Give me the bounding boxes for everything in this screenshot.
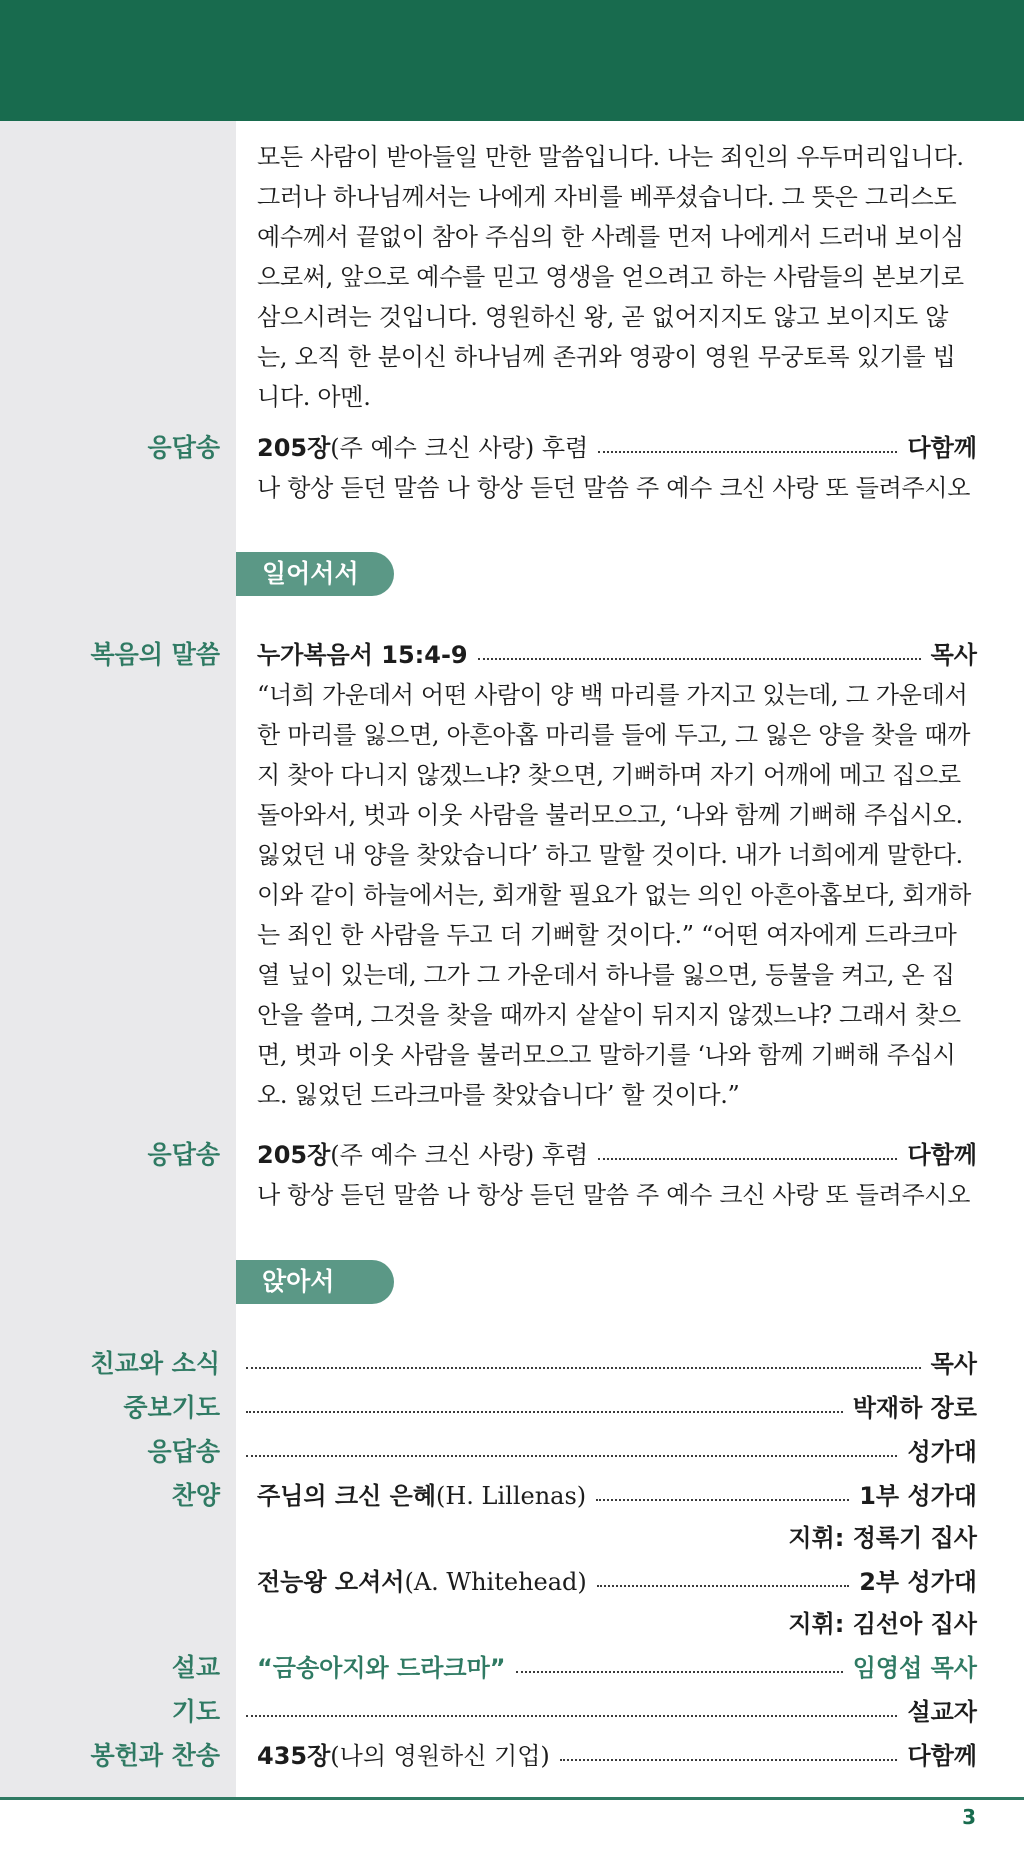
hymn-number: 435장 [257,1742,331,1770]
label-sidebar [0,121,236,1797]
dot-leader [598,1158,897,1160]
conductor: 지휘: 김선아 집사 [788,1610,977,1638]
fellowship-label: 친교와 소식 [90,1349,220,1378]
sermon-row [257,1648,977,1688]
conductor: 지휘: 정록기 집사 [788,1524,977,1552]
response-song-label: 응답송 [147,1437,220,1466]
dot-leader [246,1715,897,1717]
praise-song-row [257,1562,977,1602]
dot-leader [560,1759,898,1761]
dot-leader [246,1411,843,1413]
praise-song-row [257,1476,977,1516]
song-composer: (A. Whitehead) [404,1568,587,1596]
stand-up-marker: 일어서서 [236,552,394,596]
dot-leader [246,1455,897,1457]
offering-row [257,1736,977,1776]
gospel-label: 복음의 말씀 [90,640,220,669]
gospel-row [257,635,977,675]
leader: 박재하 장로 [852,1394,977,1422]
header-band [0,0,1024,121]
performer: 다함께 [907,1742,977,1770]
performer: 다함께 [907,434,977,462]
leader: 설교자 [907,1698,977,1726]
intercession-row [236,1388,977,1428]
response-song-row [257,428,977,468]
dot-leader [516,1671,843,1673]
response-song-label: 응답송 [147,433,220,462]
response-song-label: 응답송 [147,1140,220,1169]
hymn-detail: (주 예수 크신 사랑) 후렴 [330,434,589,462]
prayer-label: 기도 [171,1697,220,1726]
dot-leader [478,658,921,660]
footer-rule [0,1797,1024,1800]
sermon-label: 설교 [171,1653,220,1682]
sit-down-marker: 앉아서 [236,1260,394,1304]
dot-leader [597,1585,849,1587]
leader: 목사 [930,1350,977,1378]
performer: 2부 성가대 [859,1568,977,1596]
dot-leader [596,1499,849,1501]
hymn-detail: (나의 영원하신 기업) [330,1742,550,1770]
song-title: 주님의 크신 은혜 [257,1482,436,1510]
sermon-title: “금송아지와 드라크마” [257,1654,506,1682]
scripture-reference: 누가복음서 15:4-9 [257,641,468,669]
gospel-text: “너희 가운데서 어떤 사람이 양 백 마리를 가지고 있는데, 그 가운데서 한 마리를 잃으면, 아흔아홉 마리를 들에 두고, 그 잃은 양을 찾을 때까지 찾아 다니지 않겠느냐? 찾으면, 기뻐하며 자기 어깨에 메고 집으로 돌아와서, 벗과 이웃 사람을 불러모으고, ‘나와 함께 기뻐해 주십시오. 잃었던 내 양을 찾았습니다’ 하고 말할 것이다. 내가 너희에게 말한다. 이와 같이 하늘에서는, 회개할 필요가 없는 의인 아흔아홉보다, 회개하는 죄인 한 사람을 두고 더 기뻐할 것이다.” “어떤 여자에게 드라크마 열 닢이 있는데, 그가 그 가운데서 하나를 잃으면, 등불을 켜고, 온 집안을 쓸며, 그것을 찾을 때까지 샅샅이 뒤지지 않겠느냐? 그래서 찾으면, 벗과 이웃 사람을 불러모으고 말하기를 ‘나와 함께 기뻐해 주십시오. 잃었던 드라크마를 찾았습니다’ 할 것이다.” [257,681,972,1109]
dot-leader [598,451,897,453]
preacher: 임영섭 목사 [852,1654,977,1682]
intro-paragraph: 모든 사람이 받아들일 만한 말씀입니다. 나는 죄인의 우두머리입니다. 그러나 하나님께서는 나에게 자비를 베푸셨습니다. 그 뜻은 그리스도 예수께서 끝없이 참아 주심의 한 사례를 먼저 나에게서 드러내 보이심으로써, 앞으로 예수를 믿고 영생을 얻으려고 하는 사람들의 본보기로 삼으시려는 것입니다. 영원하신 왕, 곧 없어지지도 않고 보이지도 않는, 오직 한 분이신 하나님께 존귀와 영광이 영원 무궁토록 있기를 빕니다. 아멘. [257,143,964,411]
dot-leader [246,1367,921,1369]
hymn-detail: (주 예수 크신 사랑) 후렴 [330,1141,589,1169]
offering-label: 봉헌과 찬송 [90,1741,220,1770]
praise-label: 찬양 [171,1481,220,1510]
fellowship-row [236,1344,977,1384]
hymn-number: 205장 [257,1141,331,1169]
reader: 목사 [930,641,977,669]
song-title: 전능왕 오셔서 [257,1568,405,1596]
prayer-row [236,1692,977,1732]
performer: 1부 성가대 [859,1482,977,1510]
song-composer: (H. Lillenas) [436,1482,587,1510]
response-lyrics: 나 항상 듣던 말씀 나 항상 듣던 말씀 주 예수 크신 사랑 또 들려주시오 [257,474,971,502]
performer: 다함께 [907,1141,977,1169]
response-lyrics: 나 항상 듣던 말씀 나 항상 듣던 말씀 주 예수 크신 사랑 또 들려주시오 [257,1181,971,1209]
intercession-label: 중보기도 [123,1393,220,1422]
page-number: 3 [962,1805,976,1829]
hymn-number: 205장 [257,434,331,462]
response-song-row [257,1135,977,1175]
response-song-row [236,1432,977,1472]
performer: 성가대 [907,1438,977,1466]
